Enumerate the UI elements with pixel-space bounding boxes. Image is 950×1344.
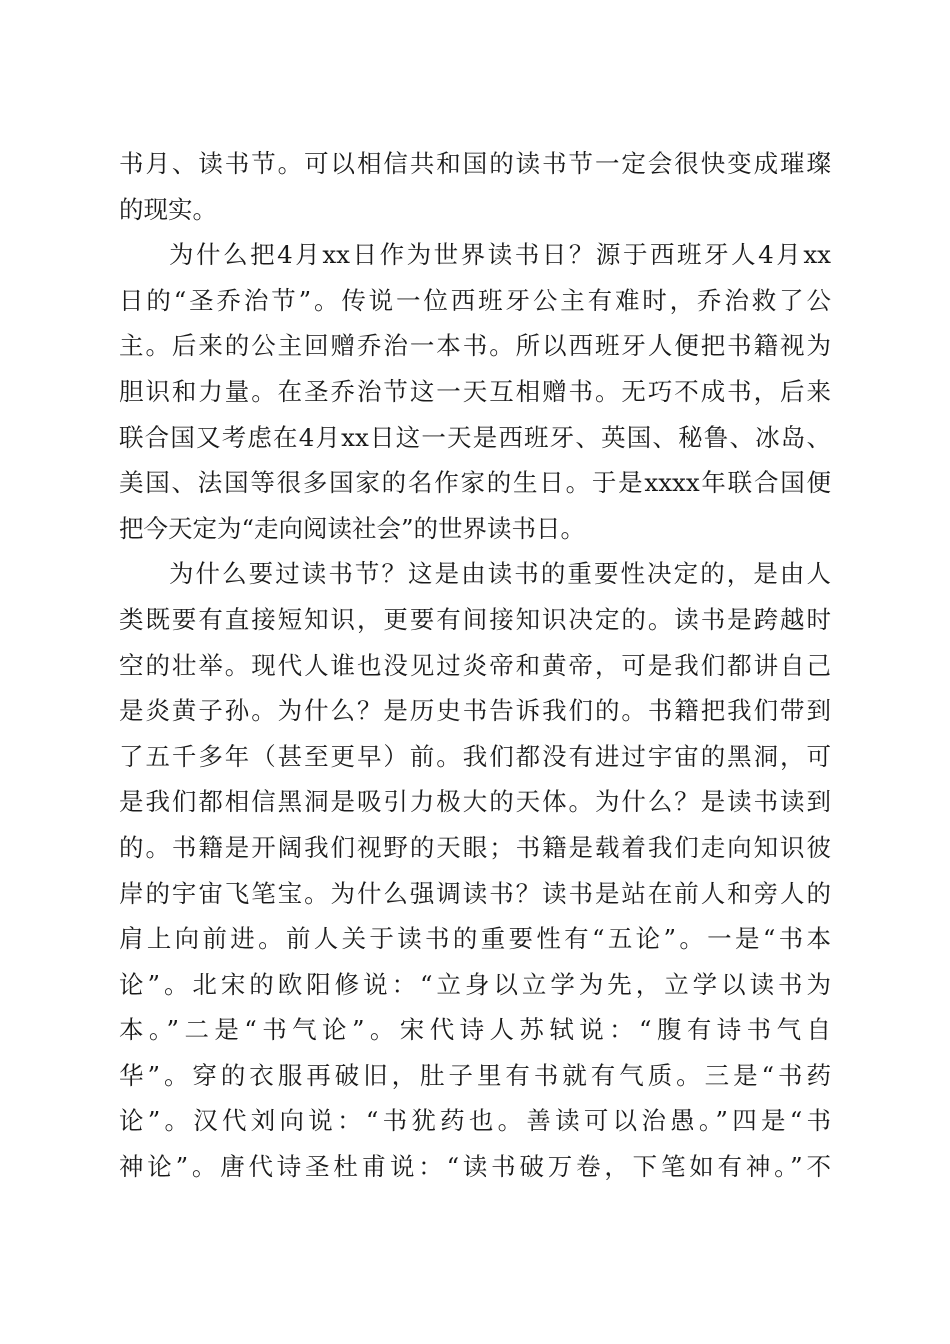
text-line: 为什么把4月xx日作为世界读书日？源于西班牙人4月xx <box>169 240 831 270</box>
text-line: 了五千多年（甚至更早）前。我们都没有进过宇宙的黑洞，可 <box>119 741 831 771</box>
text-line: 论”。汉代刘向说：“书犹药也。善读可以治愚。”四是“书 <box>119 1106 831 1136</box>
text-line: 的现实。 <box>119 194 217 224</box>
text-line: 神论”。唐代诗圣杜甫说：“读书破万卷，下笔如有神。”不 <box>119 1152 831 1182</box>
text-line: 华”。穿的衣服再破旧，肚子里有书就有气质。三是“书药 <box>119 1060 831 1090</box>
body-text <box>119 141 831 1190</box>
text-line: 是炎黄子孙。为什么？是历史书告诉我们的。书籍把我们带到 <box>119 696 831 726</box>
text-line: 胆识和力量。在圣乔治节这一天互相赠书。无巧不成书，后来 <box>119 376 831 406</box>
text-line: 论”。北宋的欧阳修说：“立身以立学为先，立学以读书为 <box>119 969 831 999</box>
text-line: 美国、法国等很多国家的名作家的生日。于是xxxx年联合国便 <box>119 468 831 498</box>
text-line: 的。书籍是开阔我们视野的天眼；书籍是载着我们走向知识彼 <box>119 832 831 862</box>
text-line: 书月、读书节。可以相信共和国的读书节一定会很快变成璀璨 <box>119 149 831 178</box>
text-line: 肩上向前进。前人关于读书的重要性有“五论”。一是“书本 <box>119 924 831 954</box>
text-line: 岸的宇宙飞笔宝。为什么强调读书？读书是站在前人和旁人的 <box>119 878 831 908</box>
text-line: 空的壮举。现代人谁也没见过炎帝和黄帝，可是我们都讲自己 <box>119 650 831 680</box>
paragraph-1 <box>119 141 831 232</box>
text-line: 日的“圣乔治节”。传说一位西班牙公主有难时，乔治救了公 <box>119 285 831 315</box>
text-line: 为什么要过读书节？这是由读书的重要性决定的，是由人 <box>169 559 831 589</box>
paragraph-2 <box>119 232 831 551</box>
text-line: 类既要有直接短知识，更要有间接知识决定的。读书是跨越时 <box>119 604 831 634</box>
text-line: 本。”二是“书气论”。宋代诗人苏轼说：“腹有诗书气自 <box>119 1015 831 1045</box>
text-line: 把今天定为“走向阅读社会”的世界读书日。 <box>119 513 586 543</box>
text-line: 主。后来的公主回赠乔治一本书。所以西班牙人便把书籍视为 <box>119 331 831 361</box>
paragraph-3 <box>119 551 831 1189</box>
text-line: 联合国又考虑在4月xx日这一天是西班牙、英国、秘鲁、冰岛、 <box>119 422 831 452</box>
text-line: 是我们都相信黑洞是吸引力极大的天体。为什么？是读书读到 <box>119 787 831 817</box>
